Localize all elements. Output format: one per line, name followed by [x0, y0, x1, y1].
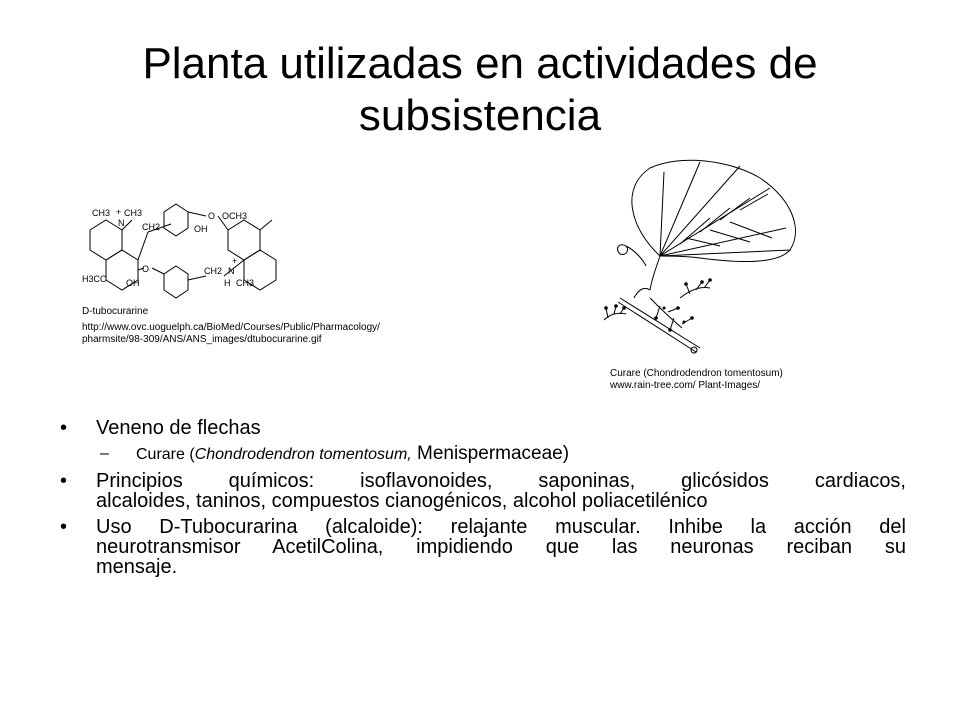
label-h3co: H3CO — [82, 274, 108, 284]
label-n-b: N — [228, 266, 235, 276]
label-plus-b: + — [232, 256, 238, 266]
curare-plant-figure — [590, 158, 830, 398]
bullet-marker: • — [60, 516, 68, 538]
bullet-item-veneno — [56, 418, 906, 438]
tubocurarine-structure-figure — [76, 192, 426, 352]
label-o-mid: O — [142, 264, 150, 274]
bullet-list — [56, 418, 906, 583]
tubocurarine-structure-drawing — [76, 192, 426, 302]
label-h: H — [224, 278, 231, 288]
plant-caption-line2: www.rain-tree.com/ Plant-Images/ — [610, 380, 761, 391]
sub-bullet-prefix: Curare ( — [136, 446, 195, 463]
bullet-item-principios — [56, 471, 906, 511]
sub-bullet-marker: – — [100, 445, 109, 462]
label-ch2-b: CH2 — [204, 266, 223, 276]
curare-plant-drawing — [590, 158, 830, 368]
label-n-a: N — [118, 218, 125, 228]
label-ch2-a: CH2 — [142, 222, 161, 232]
bullet-text-uso-line1: Uso D-Tubocurarina (alcaloide): relajante muscular. Inhibe la acción del — [96, 516, 906, 538]
slide-title — [40, 38, 920, 142]
bullet-text-principios-line1: Principios químicos: isoflavonoides, saponinas, glicósidos cardiacos, — [96, 470, 906, 492]
label-oh-a: OH — [194, 224, 208, 234]
structure-caption-name: D-tubocurarine — [82, 306, 149, 317]
label-ch3-b: CH3 — [124, 208, 143, 218]
bullet-text-veneno: Veneno de flechas — [96, 417, 261, 439]
slide-title-line2: subsistencia — [358, 91, 602, 140]
bullet-text-uso-line3: mensaje. — [96, 556, 178, 578]
label-ch3-c: CH3 — [236, 278, 255, 288]
label-och3: OCH3 — [222, 211, 248, 221]
bullet-item-uso — [56, 517, 906, 577]
bullet-text-principios-line2: alcaloides, taninos, compuestos cianogénicos, alcohol poliacetilénico — [96, 490, 708, 512]
sub-bullet-species: Chondrodendron tomentosum, — [194, 446, 412, 463]
label-o-top: O — [208, 211, 216, 221]
structure-caption-url1: http://www.ovc.uoguelph.ca/BioMed/Courses/Public/Pharmacology/ — [82, 322, 380, 333]
label-oh-b: OH — [126, 278, 140, 288]
sub-bullet-item-curare — [56, 444, 906, 465]
bullet-text-uso-line2: neurotransmisor AcetilColina, impidiendo que las neuronas reciban su — [96, 536, 906, 558]
sub-bullet-family: Menispermaceae) — [411, 443, 570, 464]
plant-caption-line1: Curare (Chondrodendron tomentosum) — [610, 368, 783, 379]
bullet-marker: • — [60, 417, 68, 439]
bullet-marker: • — [60, 470, 68, 492]
label-plus-a: + — [116, 207, 122, 217]
slide-title-line1: Planta utilizadas en actividades de — [142, 39, 818, 88]
label-ch3-a: CH3 — [92, 208, 111, 218]
structure-caption-url2: pharmsite/98-309/ANS/ANS_images/dtubocurarine.gif — [82, 334, 322, 345]
